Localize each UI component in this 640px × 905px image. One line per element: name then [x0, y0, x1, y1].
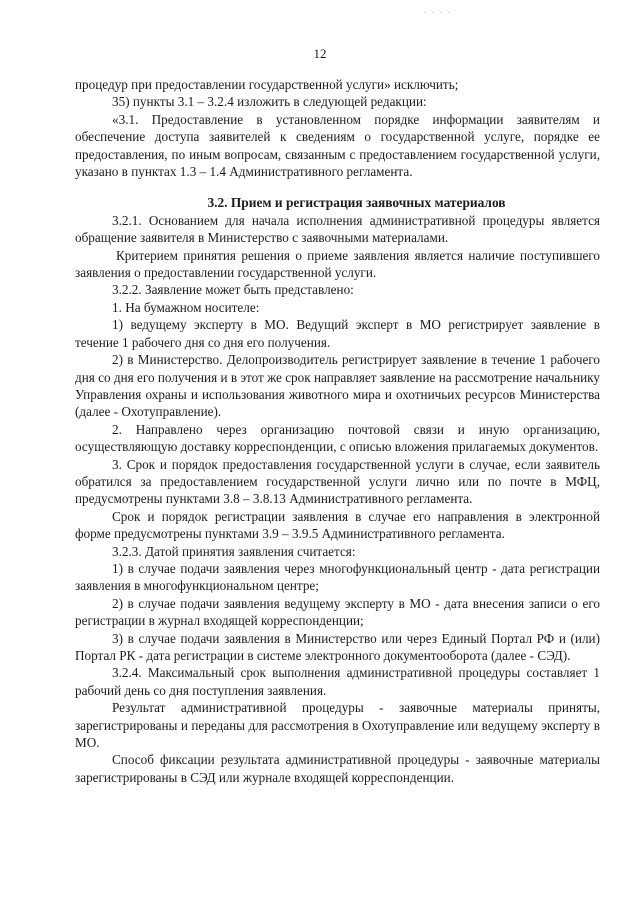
- paragraph: Срок и порядок регистрации заявления в случае его направления в электронной форме предусмотрены пунктами 3.9 – 3.9.5 Административного регламента.: [75, 508, 600, 542]
- paragraph: процедур при предоставлении государственной услуги» исключить;: [75, 77, 459, 92]
- paragraph: 3.2.1. Основанием для начала исполнения административной процедуры является обращение заявителя в Министерство с заявочными материалами.: [75, 212, 600, 246]
- paragraph: 35) пункты 3.1 – 3.2.4 изложить в следующей редакции:: [112, 94, 427, 110]
- document-body: [75, 76, 600, 786]
- page-number: 12: [313, 46, 327, 61]
- paragraph: Результат административной процедуры - заявочные материалы приняты, зарегистрированы и переданы для рассмотрения в Охотуправление или ведущему эксперту в МО.: [75, 700, 600, 751]
- paragraph: 3.2.4. Максимальный срок выполнения административной процедуры составляет 1 рабочий день со дня поступления заявления.: [75, 665, 600, 698]
- paragraph: 3.2.3. Датой принятия заявления считается:: [112, 543, 356, 559]
- paragraph: 1. На бумажном носителе:: [112, 299, 260, 315]
- paragraph: 2) в случае подачи заявления ведущему эксперту в МО - дата внесения записи о его регистрации в журнал входящей корреспонденции;: [75, 595, 600, 629]
- paragraph: «3.1. Предоставление в установленном порядке информации заявителям и обеспечение доступа заявителей к сведениям о государственной услуге, порядке ее предоставления, по иным вопросам, связанным с предоставлением государственной услуги, указано в пунктах 1.3 – 1.4 Административного регламента.: [75, 111, 600, 180]
- paragraph: 2. Направлено через организацию почтовой связи и иную организацию, осуществляющую доставку корреспонденции, с описью вложения прилагаемых документов.: [75, 421, 600, 455]
- section-heading: 3.2. Прием и регистрация заявочных материалов: [207, 195, 506, 211]
- paragraph: 1) в случае подачи заявления через многофункциональный центр - дата регистрации заявления в многофункциональном центре;: [75, 560, 600, 594]
- scan-mark: . . . .: [424, 6, 452, 15]
- paragraph: Способ фиксации результата административной процедуры - заявочные материалы зарегистрированы в СЭД или журнале входящей корреспонденции.: [75, 752, 600, 785]
- paragraph: 3.2.2. Заявление может быть представлено:: [112, 282, 354, 298]
- paragraph: 3. Срок и порядок предоставления государственной услуги в случае, если заявитель обратился за предоставлением государственной услуги лично или по почте в МФЦ, предусмотрены пунктами 3.8 – 3.8.13 Административного регламента.: [75, 456, 600, 507]
- paragraph: 1) ведущему эксперту в МО. Ведущий эксперт в МО регистрирует заявление в течение 1 рабочего дня со дня его получения.: [75, 317, 600, 350]
- paragraph: 2) в Министерство. Делопроизводитель регистрирует заявление в течение 1 рабочего дня со дня его получения и в этот же срок направляет заявление на рассмотрение начальнику Управления охраны и использования животного мира и охотничьих ресурсов Министерства (далее - Охотуправление).: [75, 352, 600, 420]
- paragraph: 3) в случае подачи заявления в Министерство или через Единый Портал РФ и (или) Портал РК - дата регистрации в системе электронного документооборота (далее - СЭД).: [75, 630, 600, 663]
- paragraph: Критерием принятия решения о приеме заявления является наличие поступившего заявления о предоставлении государственной услуги.: [75, 247, 600, 281]
